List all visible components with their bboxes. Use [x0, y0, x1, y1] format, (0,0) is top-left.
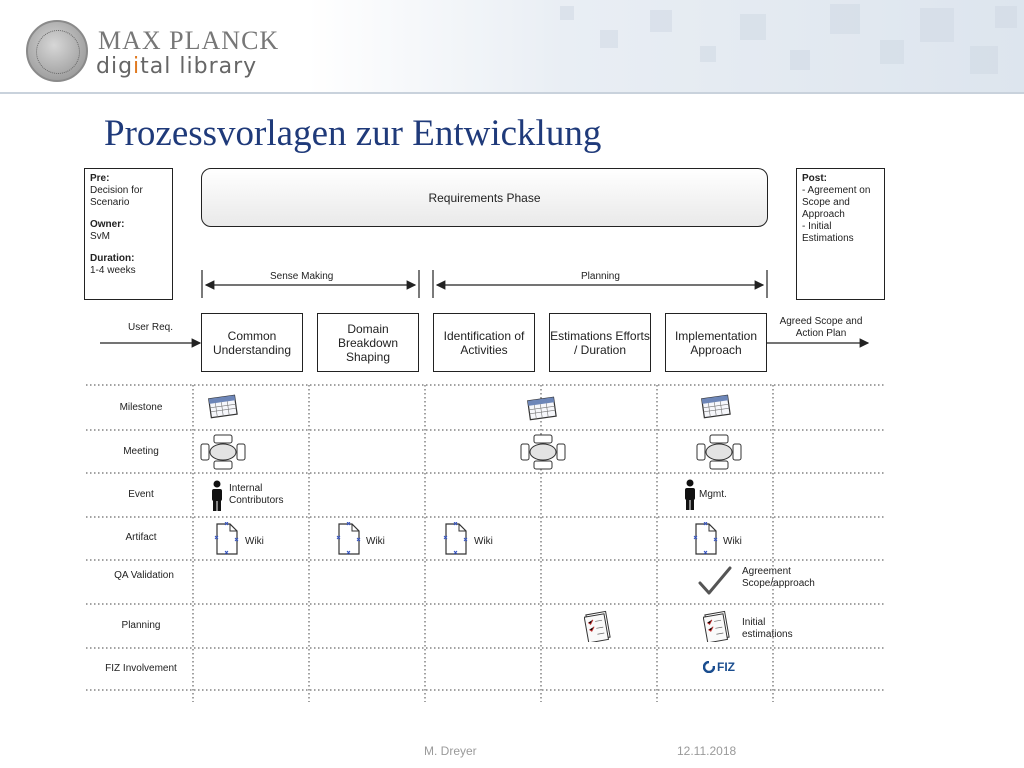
fiz-logo-text: FIZ — [717, 660, 735, 674]
meeting-table-icon — [696, 434, 742, 470]
document-icon — [442, 522, 470, 556]
pre-text: Decision for Scenario — [90, 185, 143, 208]
requirements-phase-label: Requirements Phase — [428, 190, 541, 205]
row-label-event: Event — [128, 489, 154, 500]
person-icon — [210, 480, 224, 512]
duration-text: 1-4 weeks — [90, 265, 136, 276]
step-estimations: Estimations Efforts / Duration — [549, 313, 651, 372]
duration-label: Duration: — [90, 253, 135, 264]
row-label-fiz: FIZ Involvement — [105, 663, 177, 674]
calendar-icon — [700, 394, 732, 420]
row-label-planning: Planning — [121, 620, 161, 631]
logo-title: MAX PLANCK — [98, 26, 280, 55]
input-label: User Req. — [128, 322, 174, 333]
post-conditions-box — [796, 168, 885, 300]
row-label-meeting: Meeting — [123, 446, 159, 457]
post-label: Post: — [802, 173, 827, 184]
document-icon — [692, 522, 720, 556]
step-identification: Identification of Activities — [433, 313, 535, 372]
meeting-table-icon — [200, 434, 246, 470]
footer-author: M. Dreyer — [424, 744, 477, 758]
step-implementation: Implementation Approach — [665, 313, 767, 372]
clipboard-checklist-icon — [584, 610, 612, 642]
pre-conditions-box — [84, 168, 173, 300]
pre-label: Pre: — [90, 173, 110, 184]
person-icon — [683, 479, 697, 511]
event-mgmt: Mgmt. — [699, 489, 727, 500]
post-line: Approach — [802, 209, 845, 220]
planning-initial-estimations: Initial estimations — [742, 617, 793, 640]
fiz-logo-icon — [703, 661, 715, 673]
post-line: Scope and — [802, 197, 850, 208]
artifact-wiki: Wiki — [474, 536, 493, 547]
output-label: Agreed Scope and Action Plan — [779, 316, 863, 339]
sense-making-label: Sense Making — [270, 271, 334, 282]
event-internal-contributors: Internal Contributors — [229, 483, 284, 506]
post-line: - Initial — [802, 221, 832, 232]
clipboard-checklist-icon — [703, 610, 731, 642]
planning-label: Planning — [581, 271, 620, 282]
post-line: Estimations — [802, 233, 854, 244]
logo-subtitle: digital library — [96, 54, 258, 79]
checkmark-icon — [697, 565, 733, 599]
calendar-icon — [207, 394, 239, 420]
post-line: - Agreement on — [802, 185, 871, 196]
slide-title: Prozessvorlagen zur Entwicklung — [104, 113, 602, 154]
artifact-wiki: Wiki — [245, 536, 264, 547]
meeting-table-icon — [520, 434, 566, 470]
row-label-milestone: Milestone — [119, 402, 163, 413]
fiz-logo — [703, 660, 735, 674]
qa-agreement-note: Agreement Scope/approach — [742, 566, 815, 589]
artifact-wiki: Wiki — [723, 536, 742, 547]
document-icon — [335, 522, 363, 556]
footer-date: 12.11.2018 — [677, 744, 737, 758]
step-common-understanding: Common Understanding — [201, 313, 303, 372]
step-domain-breakdown: Domain Breakdown Shaping — [317, 313, 419, 372]
row-label-qa-validation: QA Validation — [114, 570, 174, 581]
requirements-phase-box — [201, 168, 768, 227]
calendar-icon — [526, 396, 558, 422]
row-label-artifact: Artifact — [125, 532, 157, 543]
document-icon — [213, 522, 241, 556]
owner-label: Owner: — [90, 219, 125, 230]
artifact-wiki: Wiki — [366, 536, 385, 547]
owner-text: SvM — [90, 231, 110, 242]
